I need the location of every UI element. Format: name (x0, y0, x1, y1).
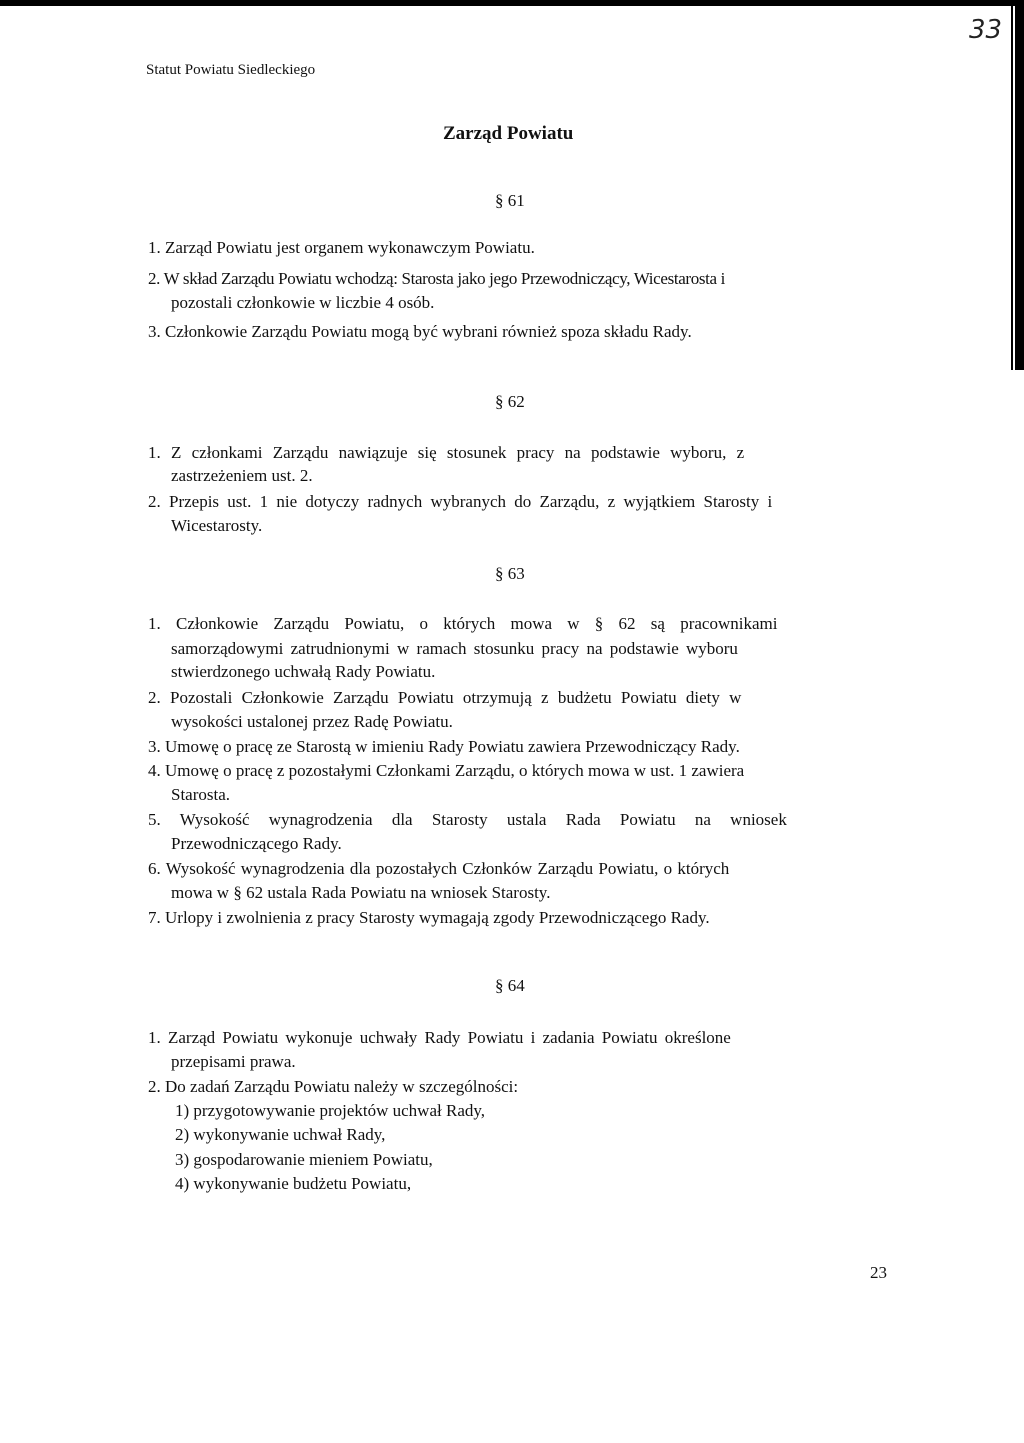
section-64-list-item-4: 4) wykonywanie budżetu Powiatu, (175, 1174, 412, 1193)
section-63-line-1: 1. Członkowie Zarządu Powiatu, o których mowa w § 62 są pracownikami (148, 614, 778, 633)
section-63-line-8: Starosta. (171, 785, 231, 804)
section-63-line-5: wysokości ustalonej przez Radę Powiatu. (171, 712, 453, 731)
section-63-line-4: 2. Pozostali Członkowie Zarządu Powiatu otrzymują z budżetu Powiatu diety w (148, 688, 742, 707)
section-62-line-1: 1. Z członkami Zarządu nawiązuje się stosunek pracy na podstawie wyboru, z (148, 443, 745, 462)
section-61-line-2: 2. W skład Zarządu Powiatu wchodzą: Starosta jako jego Przewodniczący, Wicestarosta i (148, 269, 725, 288)
handwritten-page-number: 33 (969, 15, 1003, 45)
scan-border-right (1015, 0, 1024, 370)
scan-border-top (0, 0, 1024, 6)
section-64-line-2: przepisami prawa. (171, 1052, 296, 1071)
section-61-line-4: 3. Członkowie Zarządu Powiatu mogą być wybrani również spoza składu Rady. (148, 322, 692, 341)
section-heading-63: § 63 (495, 564, 525, 583)
section-heading-62: § 62 (495, 392, 525, 411)
section-heading-64: § 64 (495, 976, 525, 995)
page-number: 23 (870, 1263, 887, 1282)
section-62-line-4: Wicestarosty. (171, 516, 263, 535)
section-61-line-3: pozostali członkowie w liczbie 4 osób. (171, 293, 435, 312)
section-63-line-13: 7. Urlopy i zwolnienia z pracy Starosty wymagają zgody Przewodniczącego Rady. (148, 908, 710, 927)
section-63-line-7: 4. Umowę o pracę z pozostałymi Członkami Zarządu, o których mowa w ust. 1 zawiera (148, 761, 745, 780)
page-title: Zarząd Powiatu (443, 123, 574, 144)
section-64-line-3: 2. Do zadań Zarządu Powiatu należy w szczególności: (148, 1077, 519, 1096)
section-63-line-11: 6. Wysokość wynagrodzenia dla pozostałych Członków Zarządu Powiatu, o których (148, 859, 730, 878)
section-heading-61: § 61 (495, 191, 525, 210)
section-64-list-item-1: 1) przygotowywanie projektów uchwał Rady, (175, 1101, 486, 1120)
section-62-line-2: zastrzeżeniem ust. 2. (171, 466, 313, 485)
section-63-line-12: mowa w § 62 ustala Rada Powiatu na wniosek Starosty. (171, 883, 551, 902)
section-63-line-10: Przewodniczącego Rady. (171, 834, 342, 853)
document-header: Statut Powiatu Siedleckiego (146, 62, 316, 78)
section-64-list-item-3: 3) gospodarowanie mieniem Powiatu, (175, 1150, 433, 1169)
section-64-list-item-2: 2) wykonywanie uchwał Rady, (175, 1125, 386, 1144)
section-63-line-3: stwierdzonego uchwałą Rady Powiatu. (171, 662, 436, 681)
section-64-line-1: 1. Zarząd Powiatu wykonuje uchwały Rady Powiatu i zadania Powiatu określone (148, 1028, 731, 1047)
scan-border-right-inner (1011, 6, 1013, 370)
section-63-line-6: 3. Umowę o pracę ze Starostą w imieniu Rady Powiatu zawiera Przewodniczący Rady. (148, 737, 740, 756)
section-63-line-9: 5. Wysokość wynagrodzenia dla Starosty ustala Rada Powiatu na wniosek (148, 810, 787, 829)
section-63-line-2: samorządowymi zatrudnionymi w ramach stosunku pracy na podstawie wyboru (171, 639, 738, 658)
section-61-line-1: 1. Zarząd Powiatu jest organem wykonawczym Powiatu. (148, 238, 535, 257)
section-62-line-3: 2. Przepis ust. 1 nie dotyczy radnych wybranych do Zarządu, z wyjątkiem Starosty i (148, 492, 773, 511)
